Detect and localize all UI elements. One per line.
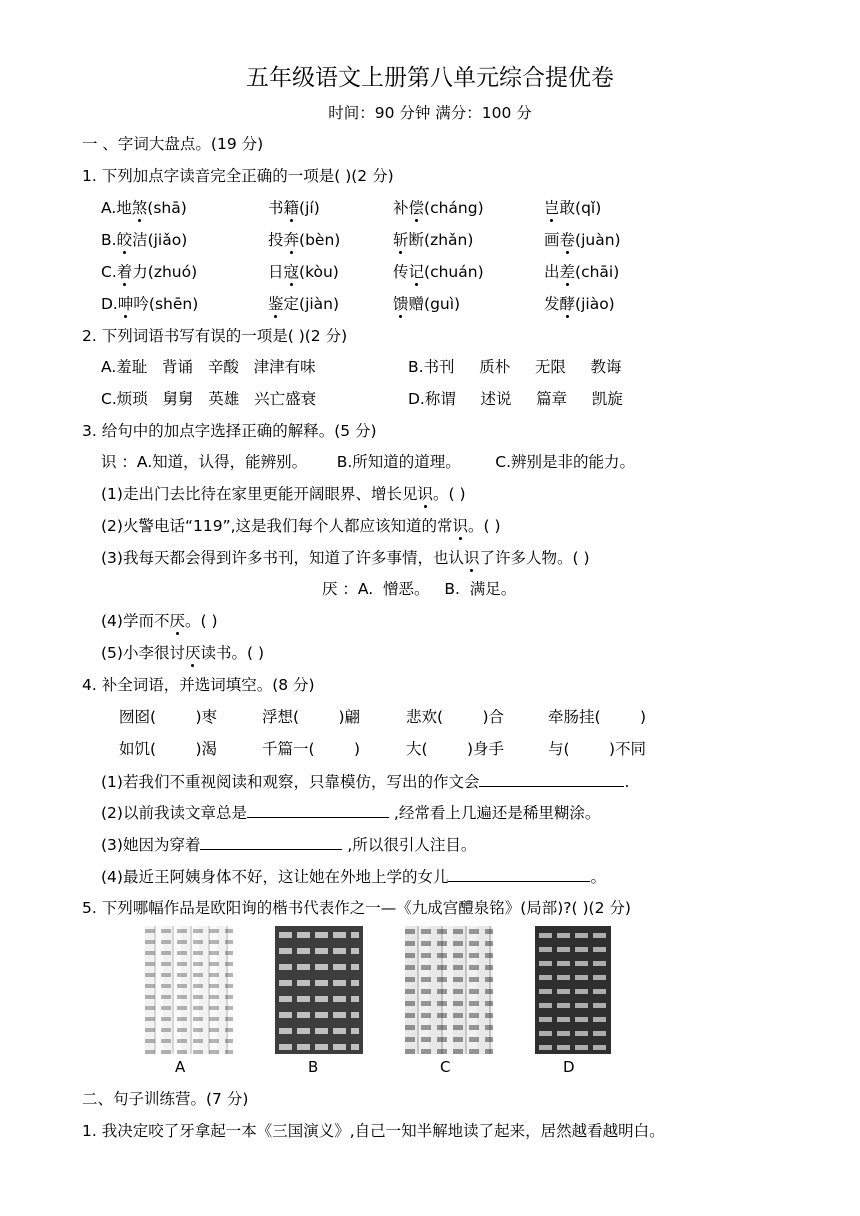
q4-word-7: 大( )身手 [406, 740, 505, 758]
q2-option-d: D.称谓 述说 篇章 凯旋 [408, 390, 623, 408]
q1-option-item: 书籍(jí) [268, 199, 320, 217]
q3-sentence-5: (5)小李很讨厌读书。( ) [101, 644, 265, 662]
section2-q1: 1. 我决定咬了牙拿起一本《三国演义》,自己一知半解地读了起来，居然越看越明白。 [82, 1122, 665, 1140]
answer-blank[interactable] [200, 834, 342, 850]
q4-fill-4: (4)最近王阿姨身体不好，这让她在外地上学的女儿 。 [101, 868, 606, 886]
q2-option-b: B.书刊 质朴 无限 教诲 [408, 358, 622, 376]
q4-word-8: 与( )不同 [548, 740, 647, 758]
q3-stem: 3. 给句中的加点字选择正确的解释。(5 分) [82, 422, 377, 440]
q1-option-item: C.着力(zhuó) [101, 263, 198, 281]
q4-word-3: 悲欢( )合 [406, 708, 505, 726]
q2-option-a: A.羞耻 背诵 辛酸 津津有味 [101, 358, 316, 376]
q1-option-item: 斩断(zhǎn) [393, 231, 474, 249]
q4-fill-3: (3)她因为穿着 ,所以很引人注目。 [101, 836, 477, 854]
q3-sentence-2: (2)火警电话“119”,这是我们每个人都应该知道的常识。( ) [101, 517, 501, 535]
section1-heading: 一 、字词大盘点。(19 分) [82, 135, 264, 153]
q3-yan-definitions: 厌 ：A. 憎恶。 B. 满足。 [322, 580, 517, 598]
q4-word-4: 牵肠挂( ) [548, 708, 647, 726]
q4-word-6: 千篇一( ) [262, 740, 361, 758]
q1-option-item: A.地煞(shā) [101, 199, 187, 217]
answer-blank[interactable] [247, 802, 389, 818]
q3-sentence-1: (1)走出门去比待在家里更能开阔眼界、增长见识。( ) [101, 485, 466, 503]
q2-stem: 2. 下列词语书写有误的一项是( )(2 分) [82, 327, 348, 345]
exam-info: 时间：90 分钟 满分：100 分 [328, 104, 532, 122]
q1-option-item: 补偿(cháng) [393, 199, 484, 217]
calligraphy-image-d [535, 926, 611, 1054]
q4-fill-2: (2)以前我读文章总是 ,经常看上几遍还是稀里糊涂。 [101, 804, 601, 822]
q3-sentence-3: (3)我每天都会得到许多书刊，知道了许多事情，也认识了许多人物。( ) [101, 549, 590, 567]
image-label-c: C [440, 1058, 451, 1076]
q4-stem: 4. 补全词语，并选词填空。(8 分) [82, 676, 315, 694]
image-label-a: A [175, 1058, 186, 1076]
q1-option-item: 出差(chāi) [544, 263, 620, 281]
q1-option-item: D.呻吟(shēn) [101, 295, 199, 313]
q3-sentence-4: (4)学而不厌。( ) [101, 612, 218, 630]
q1-option-item: 发酵(jiào) [544, 295, 615, 313]
calligraphy-image-c [405, 926, 493, 1054]
answer-blank[interactable] [479, 771, 624, 787]
q3-zhi-definitions: 识 ：A.知道，认得，能辨别。 B.所知道的道理。 C.辨别是非的能力。 [101, 453, 636, 471]
q1-option-item: 传记(chuán) [393, 263, 484, 281]
answer-blank[interactable] [448, 866, 590, 882]
q1-option-item: 岂敢(qǐ) [544, 199, 602, 217]
page-title: 五年级语文上册第八单元综合提优卷 [246, 65, 614, 91]
q1-option-item: 馈赠(guì) [393, 295, 461, 313]
q1-option-item: 日寇(kòu) [268, 263, 339, 281]
q1-option-item: 画卷(juàn) [544, 231, 621, 249]
q4-word-2: 浮想( )翩 [262, 708, 361, 726]
section2-heading: 二、句子训练营。(7 分) [82, 1090, 249, 1108]
q1-option-item: B.皎洁(jiǎo) [101, 231, 188, 249]
q4-fill-1: (1)若我们不重视阅读和观察，只靠模仿，写出的作文会 . [101, 773, 630, 791]
q1-option-item: 投奔(bèn) [268, 231, 341, 249]
q2-option-c: C.烦琐 舅舅 英雄 兴亡盛衰 [101, 390, 317, 408]
q4-word-5: 如饥( )渴 [119, 740, 218, 758]
image-label-d: D [563, 1058, 575, 1076]
q1-stem: 1. 下列加点字读音完全正确的一项是( )(2 分) [82, 167, 394, 185]
q4-word-1: 囫囵( )枣 [119, 708, 218, 726]
q1-option-item: 鉴定(jiàn) [268, 295, 340, 313]
q5-stem: 5. 下列哪幅作品是欧阳询的楷书代表作之一—《九成宫醴泉铭》(局部)?( )(2 分) [82, 899, 631, 917]
calligraphy-image-a [145, 926, 233, 1054]
image-label-b: B [308, 1058, 319, 1076]
calligraphy-image-b [275, 926, 363, 1054]
